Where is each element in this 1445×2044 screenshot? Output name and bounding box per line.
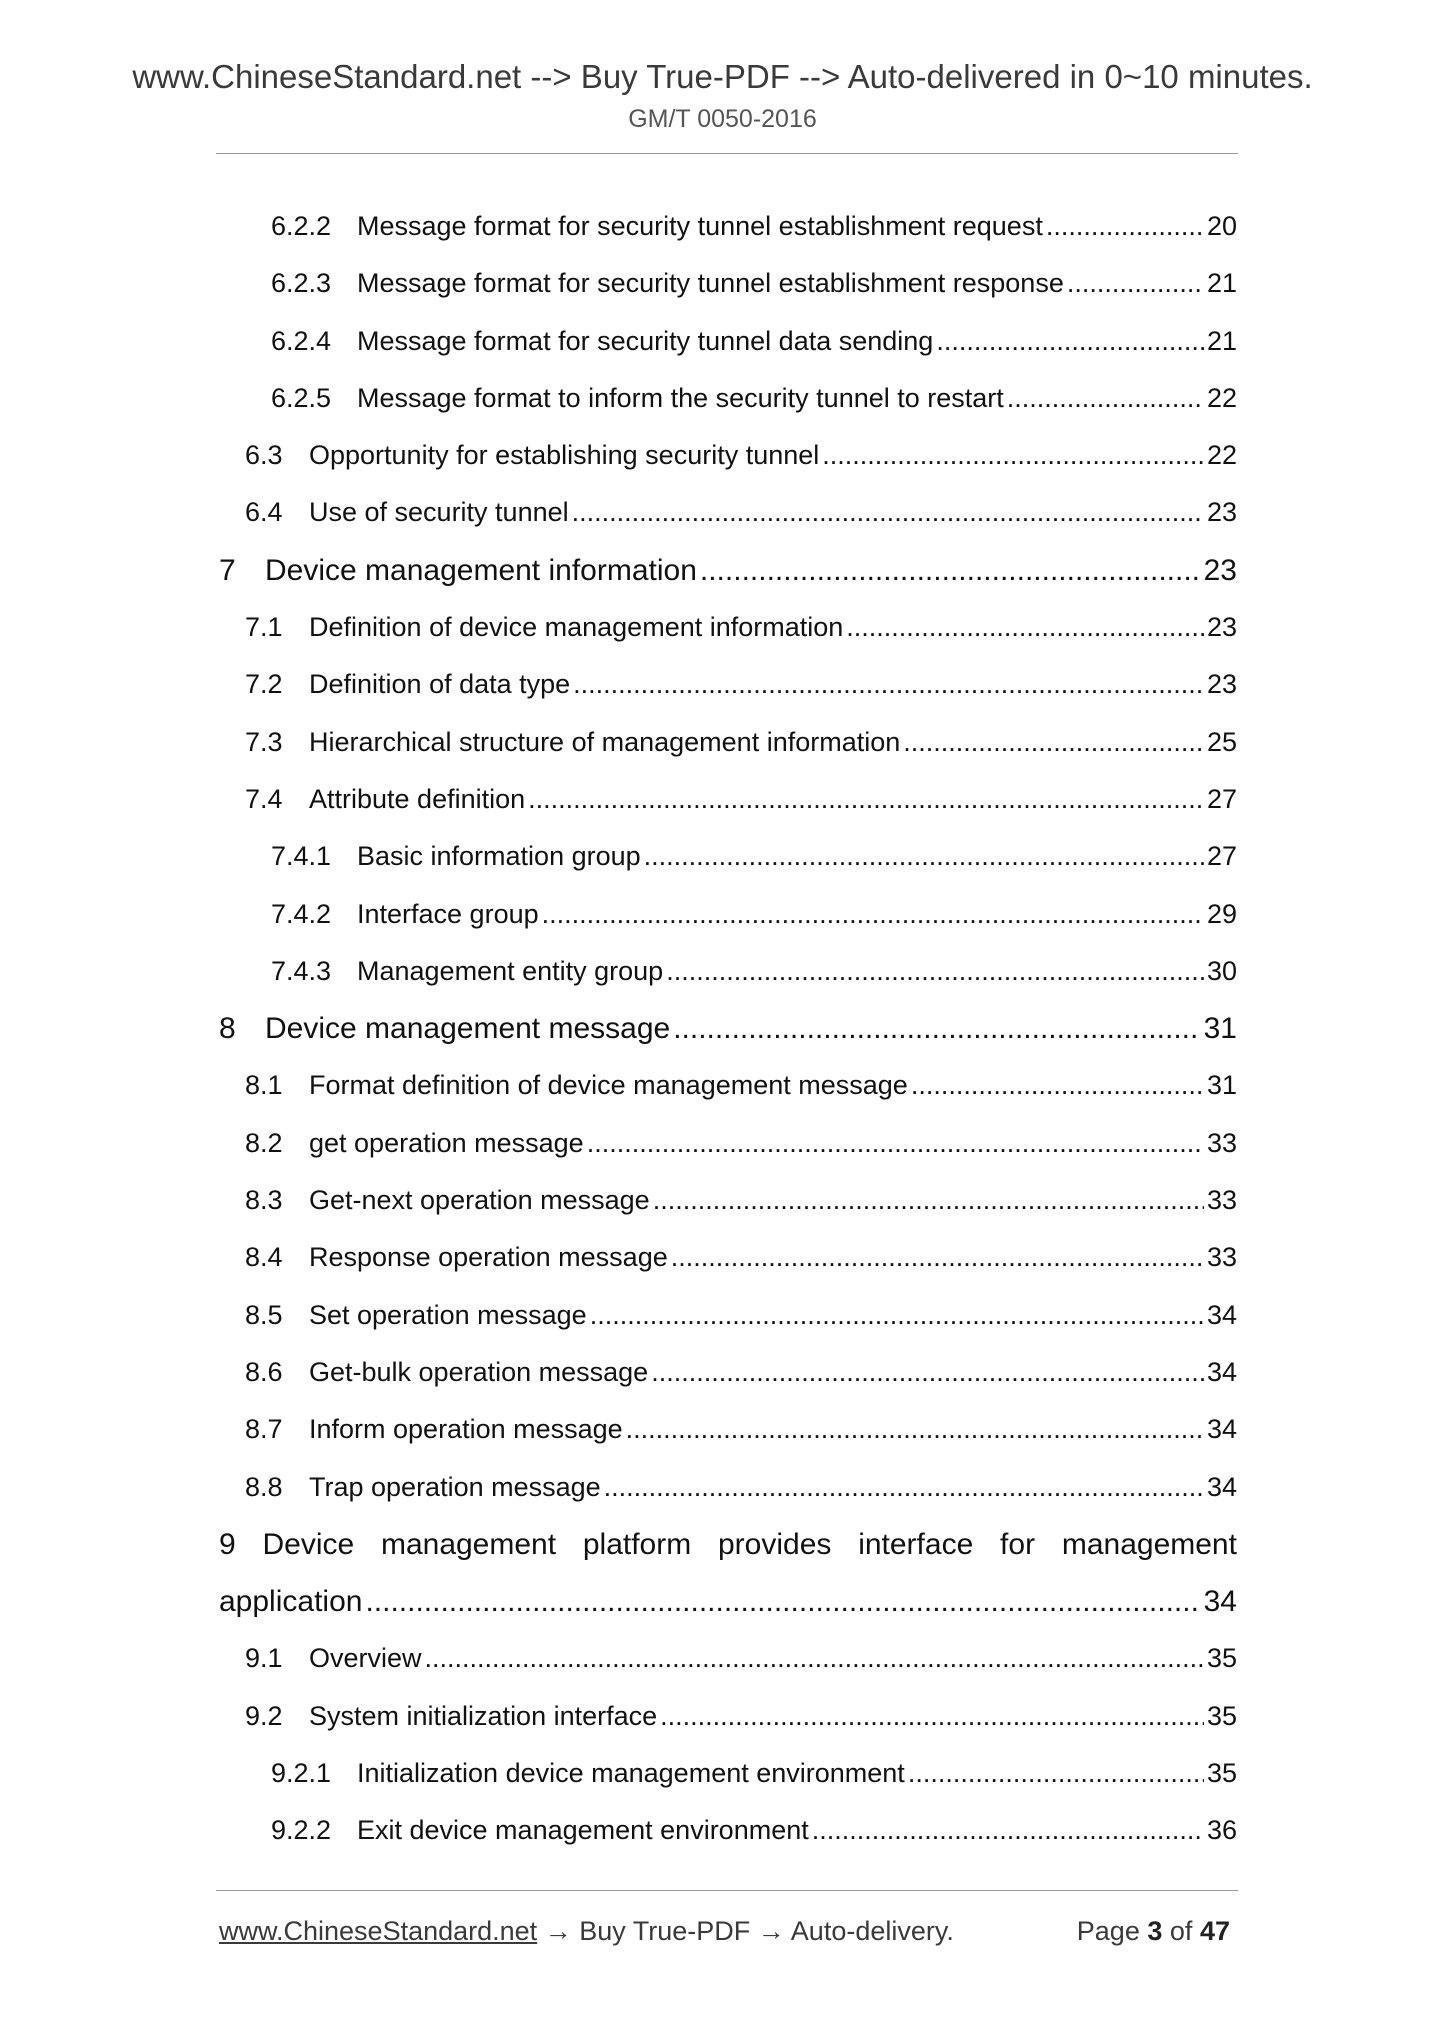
toc-entry[interactable] <box>219 1000 1237 1057</box>
toc-entry[interactable] <box>219 656 1237 713</box>
toc-title: Message format to inform the security tunnel to restart <box>357 382 1004 413</box>
page-indicator <box>1077 1916 1230 1947</box>
toc-number: 6.2.5 <box>271 382 332 413</box>
toc-title: Get-next operation message <box>309 1185 650 1216</box>
toc-entry[interactable] <box>219 1573 1237 1630</box>
toc-title: Hierarchical structure of management information <box>309 726 901 757</box>
toc-page: 29 <box>1206 898 1237 929</box>
toc-page: 30 <box>1206 955 1237 986</box>
toc-title-word: Device <box>262 1527 355 1561</box>
toc-number: 6.2.4 <box>271 325 332 356</box>
page-total: 47 <box>1199 1916 1230 1946</box>
toc-number: 9 <box>219 1527 236 1561</box>
toc-title: Use of security tunnel <box>309 497 569 528</box>
dot-leader <box>812 1802 1204 1859</box>
toc-title: Device management message <box>265 1012 671 1046</box>
dot-leader <box>587 1115 1204 1172</box>
toc-entry[interactable] <box>219 943 1237 1000</box>
arrow-icon: → <box>757 1916 785 1946</box>
toc-title: Overview <box>309 1643 422 1674</box>
toc-title: Exit device management environment <box>357 1815 809 1846</box>
toc-page: 36 <box>1206 1815 1237 1846</box>
table-of-contents <box>219 198 1237 1860</box>
toc-title: Message format for security tunnel data sending <box>357 325 934 356</box>
toc-entry[interactable] <box>219 255 1237 312</box>
toc-number: 7.3 <box>245 726 283 757</box>
toc-page: 34 <box>1206 1471 1237 1502</box>
toc-title: Opportunity for establishing security tunnel <box>309 440 820 471</box>
toc-number: 7 <box>219 553 236 587</box>
dot-leader <box>911 1057 1204 1114</box>
toc-entry[interactable] <box>219 1630 1237 1687</box>
page-label: Page <box>1076 1916 1140 1946</box>
toc-number: 7.2 <box>245 669 283 700</box>
toc-page: 21 <box>1206 268 1237 299</box>
toc-page: 35 <box>1206 1643 1237 1674</box>
footer-site-link[interactable]: www.ChineseStandard.net <box>219 1916 538 1946</box>
dot-leader <box>700 542 1201 599</box>
toc-page: 34 <box>1203 1585 1237 1619</box>
toc-number: 9.1 <box>245 1643 283 1674</box>
toc-entry[interactable] <box>219 886 1237 943</box>
dot-leader <box>846 599 1204 656</box>
toc-entry[interactable] <box>219 198 1237 255</box>
toc-page: 23 <box>1206 669 1237 700</box>
dot-leader <box>573 656 1204 713</box>
toc-title: get operation message <box>309 1127 584 1158</box>
toc-entry-wrapped-line[interactable] <box>219 1516 1237 1573</box>
toc-entry[interactable] <box>219 1745 1237 1802</box>
dot-leader <box>644 828 1204 885</box>
toc-page: 20 <box>1206 211 1237 241</box>
toc-entry[interactable] <box>219 484 1237 541</box>
toc-entry[interactable] <box>219 313 1237 370</box>
dot-leader <box>1067 255 1204 312</box>
toc-number: 7.4 <box>245 783 283 814</box>
toc-entry[interactable] <box>219 771 1237 828</box>
toc-title: System initialization interface <box>309 1700 658 1731</box>
toc-number: 6.3 <box>245 440 283 471</box>
footer-delivery-text: Auto-delivery. <box>790 1916 954 1946</box>
toc-entry[interactable] <box>219 714 1237 771</box>
dot-leader <box>822 427 1204 484</box>
dot-leader <box>626 1401 1204 1458</box>
header-divider <box>216 153 1238 154</box>
toc-title: Response operation message <box>309 1242 668 1273</box>
toc-number: 8.2 <box>245 1127 283 1158</box>
dot-leader <box>651 1344 1204 1401</box>
document-code: GM/T 0050-2016 <box>628 105 817 133</box>
dot-leader <box>528 771 1204 828</box>
toc-entry[interactable] <box>219 1287 1237 1344</box>
toc-number: 8 <box>219 1012 236 1046</box>
toc-page: 23 <box>1206 612 1237 643</box>
header-banner: www.ChineseStandard.net --> Buy True-PDF --> Auto-delivered in 0~10 minutes. <box>132 58 1313 95</box>
toc-entry[interactable] <box>219 1688 1237 1745</box>
dot-leader <box>666 943 1204 1000</box>
toc-number: 9.2.1 <box>271 1758 332 1789</box>
dot-leader <box>572 484 1204 541</box>
toc-title: Basic information group <box>357 841 641 872</box>
toc-page: 21 <box>1206 325 1237 356</box>
toc-number: 7.4.1 <box>271 841 332 872</box>
toc-page: 23 <box>1203 553 1237 587</box>
toc-title: Initialization device management environment <box>357 1758 905 1789</box>
toc-page: 34 <box>1206 1414 1237 1445</box>
toc-title: application <box>219 1585 363 1619</box>
toc-number: 8.6 <box>245 1356 283 1387</box>
footer-divider <box>216 1890 1238 1891</box>
toc-number: 7.4.3 <box>271 955 332 986</box>
dot-leader <box>660 1688 1204 1745</box>
toc-number: 9.2.2 <box>271 1815 332 1846</box>
toc-page: 33 <box>1206 1242 1237 1273</box>
dot-leader <box>673 1000 1200 1057</box>
arrow-icon: → <box>544 1916 572 1946</box>
toc-page: 33 <box>1206 1127 1237 1158</box>
toc-number: 8.7 <box>245 1414 283 1445</box>
toc-entry[interactable] <box>219 1229 1237 1286</box>
toc-title: Set operation message <box>309 1299 587 1330</box>
toc-title-word: for <box>1000 1527 1036 1561</box>
dot-leader <box>425 1630 1204 1687</box>
toc-number: 9.2 <box>245 1700 283 1731</box>
toc-page: 31 <box>1206 1070 1237 1101</box>
toc-page: 27 <box>1206 783 1237 814</box>
toc-entry[interactable] <box>219 1344 1237 1401</box>
toc-title: Definition of data type <box>309 669 571 700</box>
toc-title: Attribute definition <box>309 783 526 814</box>
toc-title: Trap operation message <box>309 1471 601 1502</box>
toc-title-word: management <box>380 1527 557 1561</box>
toc-number: 8.3 <box>245 1185 283 1216</box>
toc-number: 7.1 <box>245 612 283 643</box>
toc-number: 8.1 <box>245 1070 283 1101</box>
toc-entry[interactable] <box>219 1802 1237 1859</box>
toc-title: Message format for security tunnel establishment response <box>357 268 1064 299</box>
dot-leader <box>365 1573 1200 1630</box>
toc-entry[interactable] <box>219 542 1237 599</box>
toc-title: Inform operation message <box>309 1414 623 1445</box>
toc-entry[interactable] <box>219 828 1237 885</box>
toc-entry[interactable] <box>219 427 1237 484</box>
page-number: 3 <box>1147 1916 1163 1946</box>
toc-title: Format definition of device management message <box>309 1070 908 1101</box>
toc-page: 22 <box>1206 382 1237 413</box>
toc-title-word: platform <box>582 1527 692 1561</box>
toc-page: 35 <box>1206 1758 1237 1789</box>
toc-number: 8.4 <box>245 1242 283 1273</box>
toc-number: 6.4 <box>245 497 283 528</box>
toc-title: Management entity group <box>357 955 664 986</box>
toc-title-word: interface <box>858 1527 974 1561</box>
toc-title: Definition of device management information <box>309 612 844 643</box>
toc-page: 25 <box>1206 726 1237 757</box>
toc-number: 7.4.2 <box>271 898 332 929</box>
dot-leader <box>590 1287 1204 1344</box>
dot-leader <box>671 1229 1204 1286</box>
toc-page: 27 <box>1206 841 1237 872</box>
toc-page: 35 <box>1206 1700 1237 1731</box>
of-label: of <box>1169 1916 1193 1946</box>
toc-title: Interface group <box>357 898 539 929</box>
toc-number: 6.2.3 <box>271 268 332 299</box>
toc-entry[interactable] <box>219 1115 1237 1172</box>
dot-leader <box>604 1459 1204 1516</box>
dot-leader <box>542 886 1204 943</box>
toc-page: 34 <box>1206 1356 1237 1387</box>
toc-page: 22 <box>1206 440 1237 471</box>
toc-number: 8.8 <box>245 1471 283 1502</box>
toc-page: 33 <box>1206 1185 1237 1216</box>
dot-leader <box>1046 198 1204 255</box>
dot-leader <box>653 1172 1204 1229</box>
dot-leader <box>1007 370 1204 427</box>
toc-title: Get-bulk operation message <box>309 1356 649 1387</box>
toc-title-word: provides <box>718 1527 832 1561</box>
toc-page: 34 <box>1206 1299 1237 1330</box>
toc-title: Device management information <box>265 553 697 587</box>
toc-entry[interactable] <box>219 1459 1237 1516</box>
toc-title: Message format for security tunnel establishment request <box>357 211 1043 241</box>
toc-entry[interactable] <box>219 1401 1237 1458</box>
dot-leader <box>908 1745 1204 1802</box>
toc-page: 23 <box>1206 497 1237 528</box>
toc-number: 8.5 <box>245 1299 283 1330</box>
toc-page: 31 <box>1203 1012 1237 1046</box>
dot-leader <box>903 714 1204 771</box>
toc-title-word: management <box>1061 1527 1237 1561</box>
toc-number: 6.2.2 <box>271 211 332 241</box>
footer-buy-text: Buy True-PDF <box>579 1916 751 1946</box>
dot-leader <box>936 313 1204 370</box>
toc-entry[interactable] <box>219 1172 1237 1229</box>
toc-entry[interactable] <box>219 599 1237 656</box>
toc-entry[interactable] <box>219 370 1237 427</box>
toc-entry[interactable] <box>219 1057 1237 1114</box>
footer-left <box>219 1916 954 1947</box>
